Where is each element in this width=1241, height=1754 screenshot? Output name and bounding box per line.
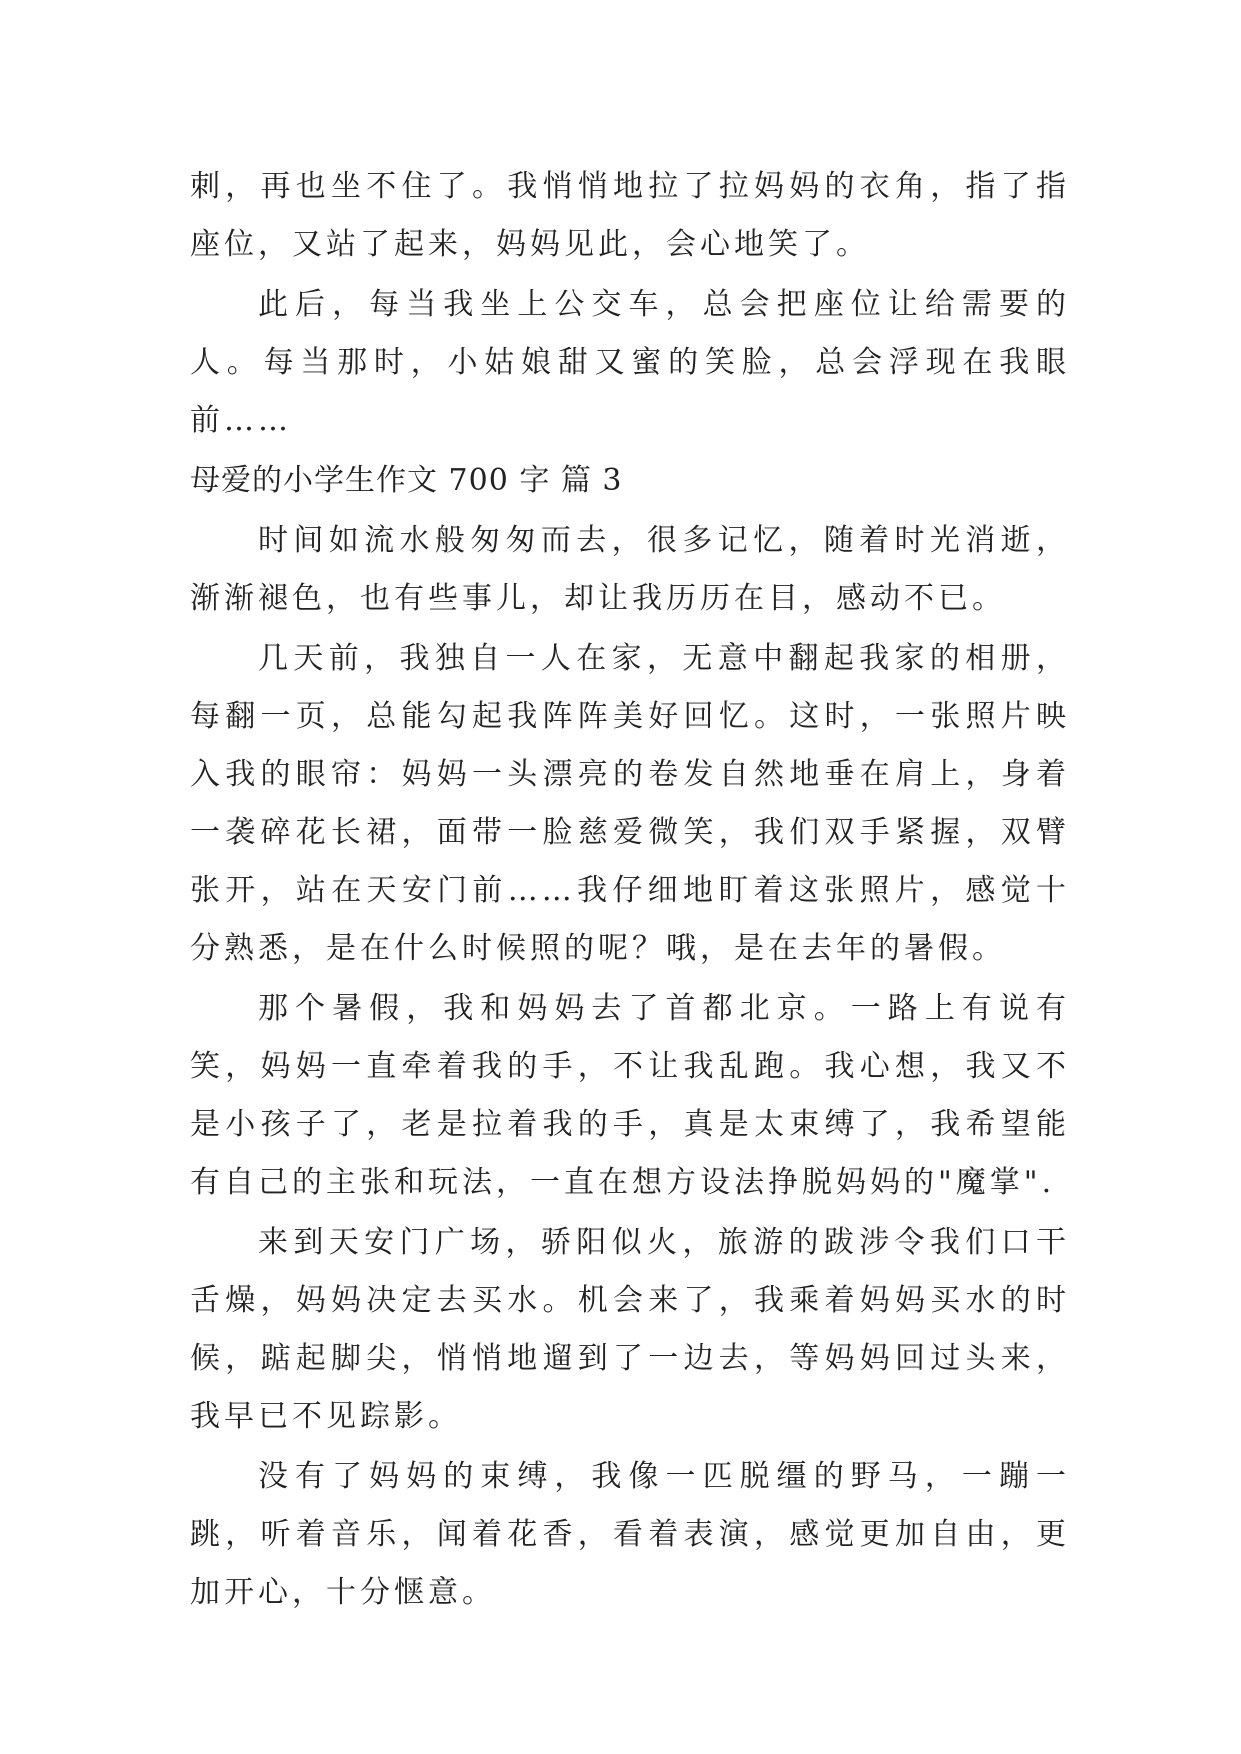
paragraph-2: 此后，每当我坐上公交车，总会把座位让给需要的人。每当那时，小姑娘甜又蜜的笑脸，总会浮现在我眼前……: [190, 287, 1070, 438]
section-heading: 母爱的小学生作文 700 字 篇 3: [190, 463, 623, 498]
paragraph-1: 刺，再也坐不住了。我悄悄地拉了拉妈妈的衣角，指了指座位，又站了起来，妈妈见此，会心地笑了。: [190, 169, 1070, 262]
paragraph-3: 时间如流水般匆匆而去，很多记忆，随着时光消逝，渐渐褪色，也有些事儿，却让我历历在目，感动不已。: [190, 523, 1070, 616]
paragraph-4: 几天前，我独自一人在家，无意中翻起我家的相册，每翻一页，总能勾起我阵阵美好回忆。这时，一张照片映入我的眼帘：妈妈一头漂亮的卷发自然地垂在肩上，身着一袭碎花长裙，面带一脸慈爱微笑，我们双手紧握，双臂张开，站在天安门前……我仔细地盯着这张照片，感觉十分熟悉，是在什么时候照的呢？哦，是在去年的暑假。: [190, 641, 1070, 966]
article-body: [190, 158, 1070, 1624]
paragraph-7: 没有了妈妈的束缚，我像一匹脱缰的野马，一蹦一跳，听着音乐，闻着花香，看着表演，感觉更加自由，更加开心，十分惬意。: [190, 1459, 1070, 1610]
paragraph-6: 来到天安门广场，骄阳似火，旅游的跋涉令我们口干舌燥，妈妈决定去买水。机会来了，我乘着妈妈买水的时候，踮起脚尖，悄悄地遛到了一边去，等妈妈回过头来，我早已不见踪影。: [190, 1225, 1070, 1434]
paragraph-5: 那个暑假，我和妈妈去了首都北京。一路上有说有笑，妈妈一直牵着我的手，不让我乱跑。我心想，我又不是小孩子了，老是拉着我的手，真是太束缚了，我希望能有自己的主张和玩法，一直在想方设法挣脱妈妈的"魔掌".: [190, 991, 1070, 1200]
